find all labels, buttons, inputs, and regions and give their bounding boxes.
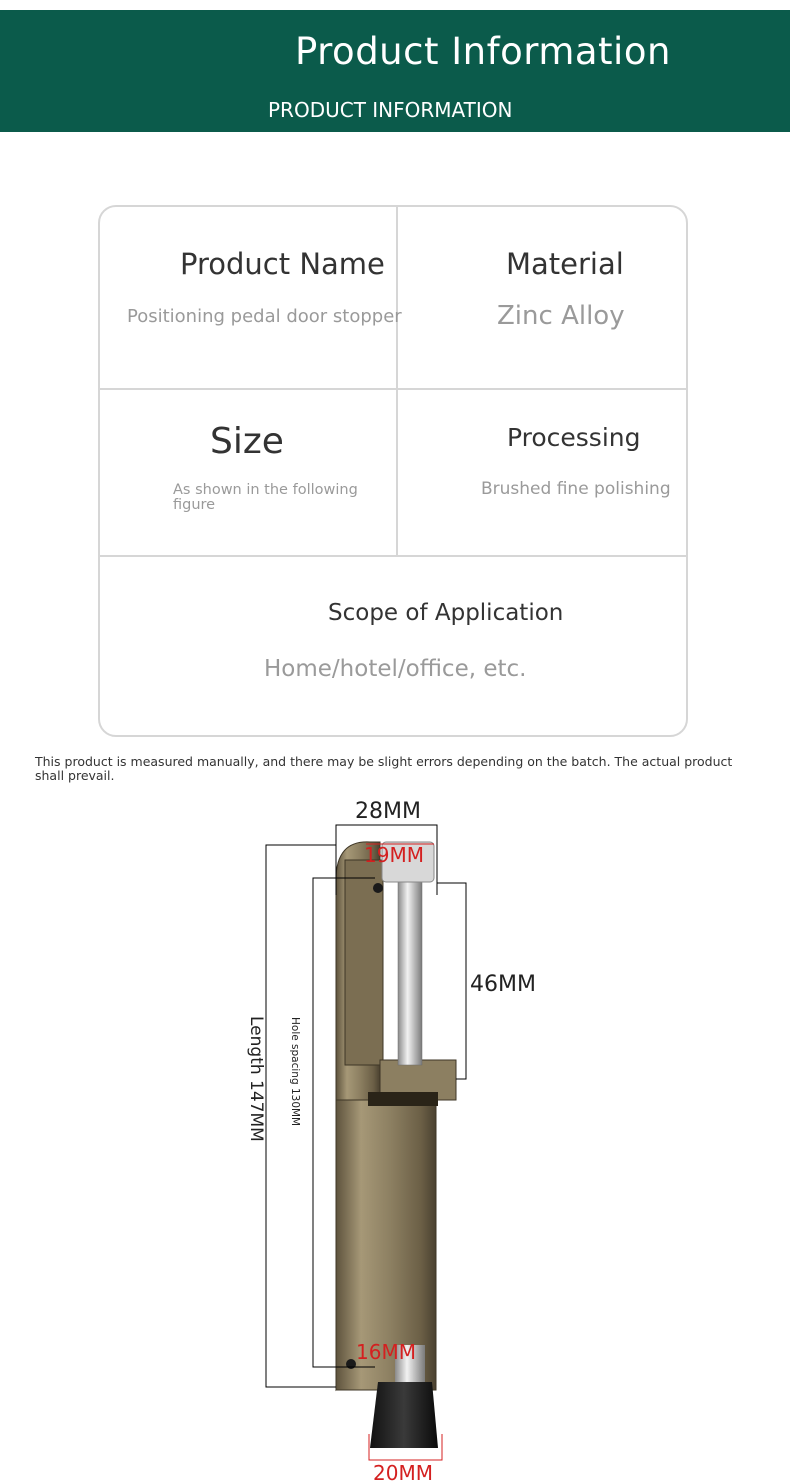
dimension-bottom-width: 20MM [373, 1461, 433, 1483]
table-divider [100, 388, 686, 390]
size-label: Size [210, 421, 284, 462]
dimension-inner-top: 19MM [364, 843, 424, 867]
processing-label: Processing [507, 423, 641, 452]
scope-value: Home/hotel/office, etc. [264, 656, 527, 682]
dimension-top-width: 28MM [355, 799, 421, 824]
size-value: As shown in the following figure [173, 482, 358, 513]
table-divider [100, 555, 686, 557]
product-dimension-figure [0, 790, 790, 1483]
product-name-label: Product Name [180, 247, 385, 281]
dimension-inner-bottom: 16MM [356, 1340, 416, 1364]
table-divider [396, 207, 398, 556]
dimension-side-height: 46MM [470, 972, 536, 997]
material-value: Zinc Alloy [497, 301, 625, 331]
material-label: Material [506, 247, 624, 281]
page-subtitle: PRODUCT INFORMATION [268, 98, 513, 122]
disclaimer-note: This product is measured manually, and there may be slight errors depending on the batch. The actual product shall prevail. [35, 754, 733, 783]
page-title: Product Information [295, 30, 671, 73]
processing-value: Brushed fine polishing [481, 479, 671, 499]
dimension-length: Length 147MM [246, 1016, 266, 1142]
spec-table [98, 205, 688, 737]
scope-label: Scope of Application [328, 600, 564, 626]
header-banner [0, 10, 790, 132]
dimension-hole-spacing: Hole spacing 130MM [289, 1017, 301, 1127]
product-name-value: Positioning pedal door stopper [127, 306, 402, 327]
